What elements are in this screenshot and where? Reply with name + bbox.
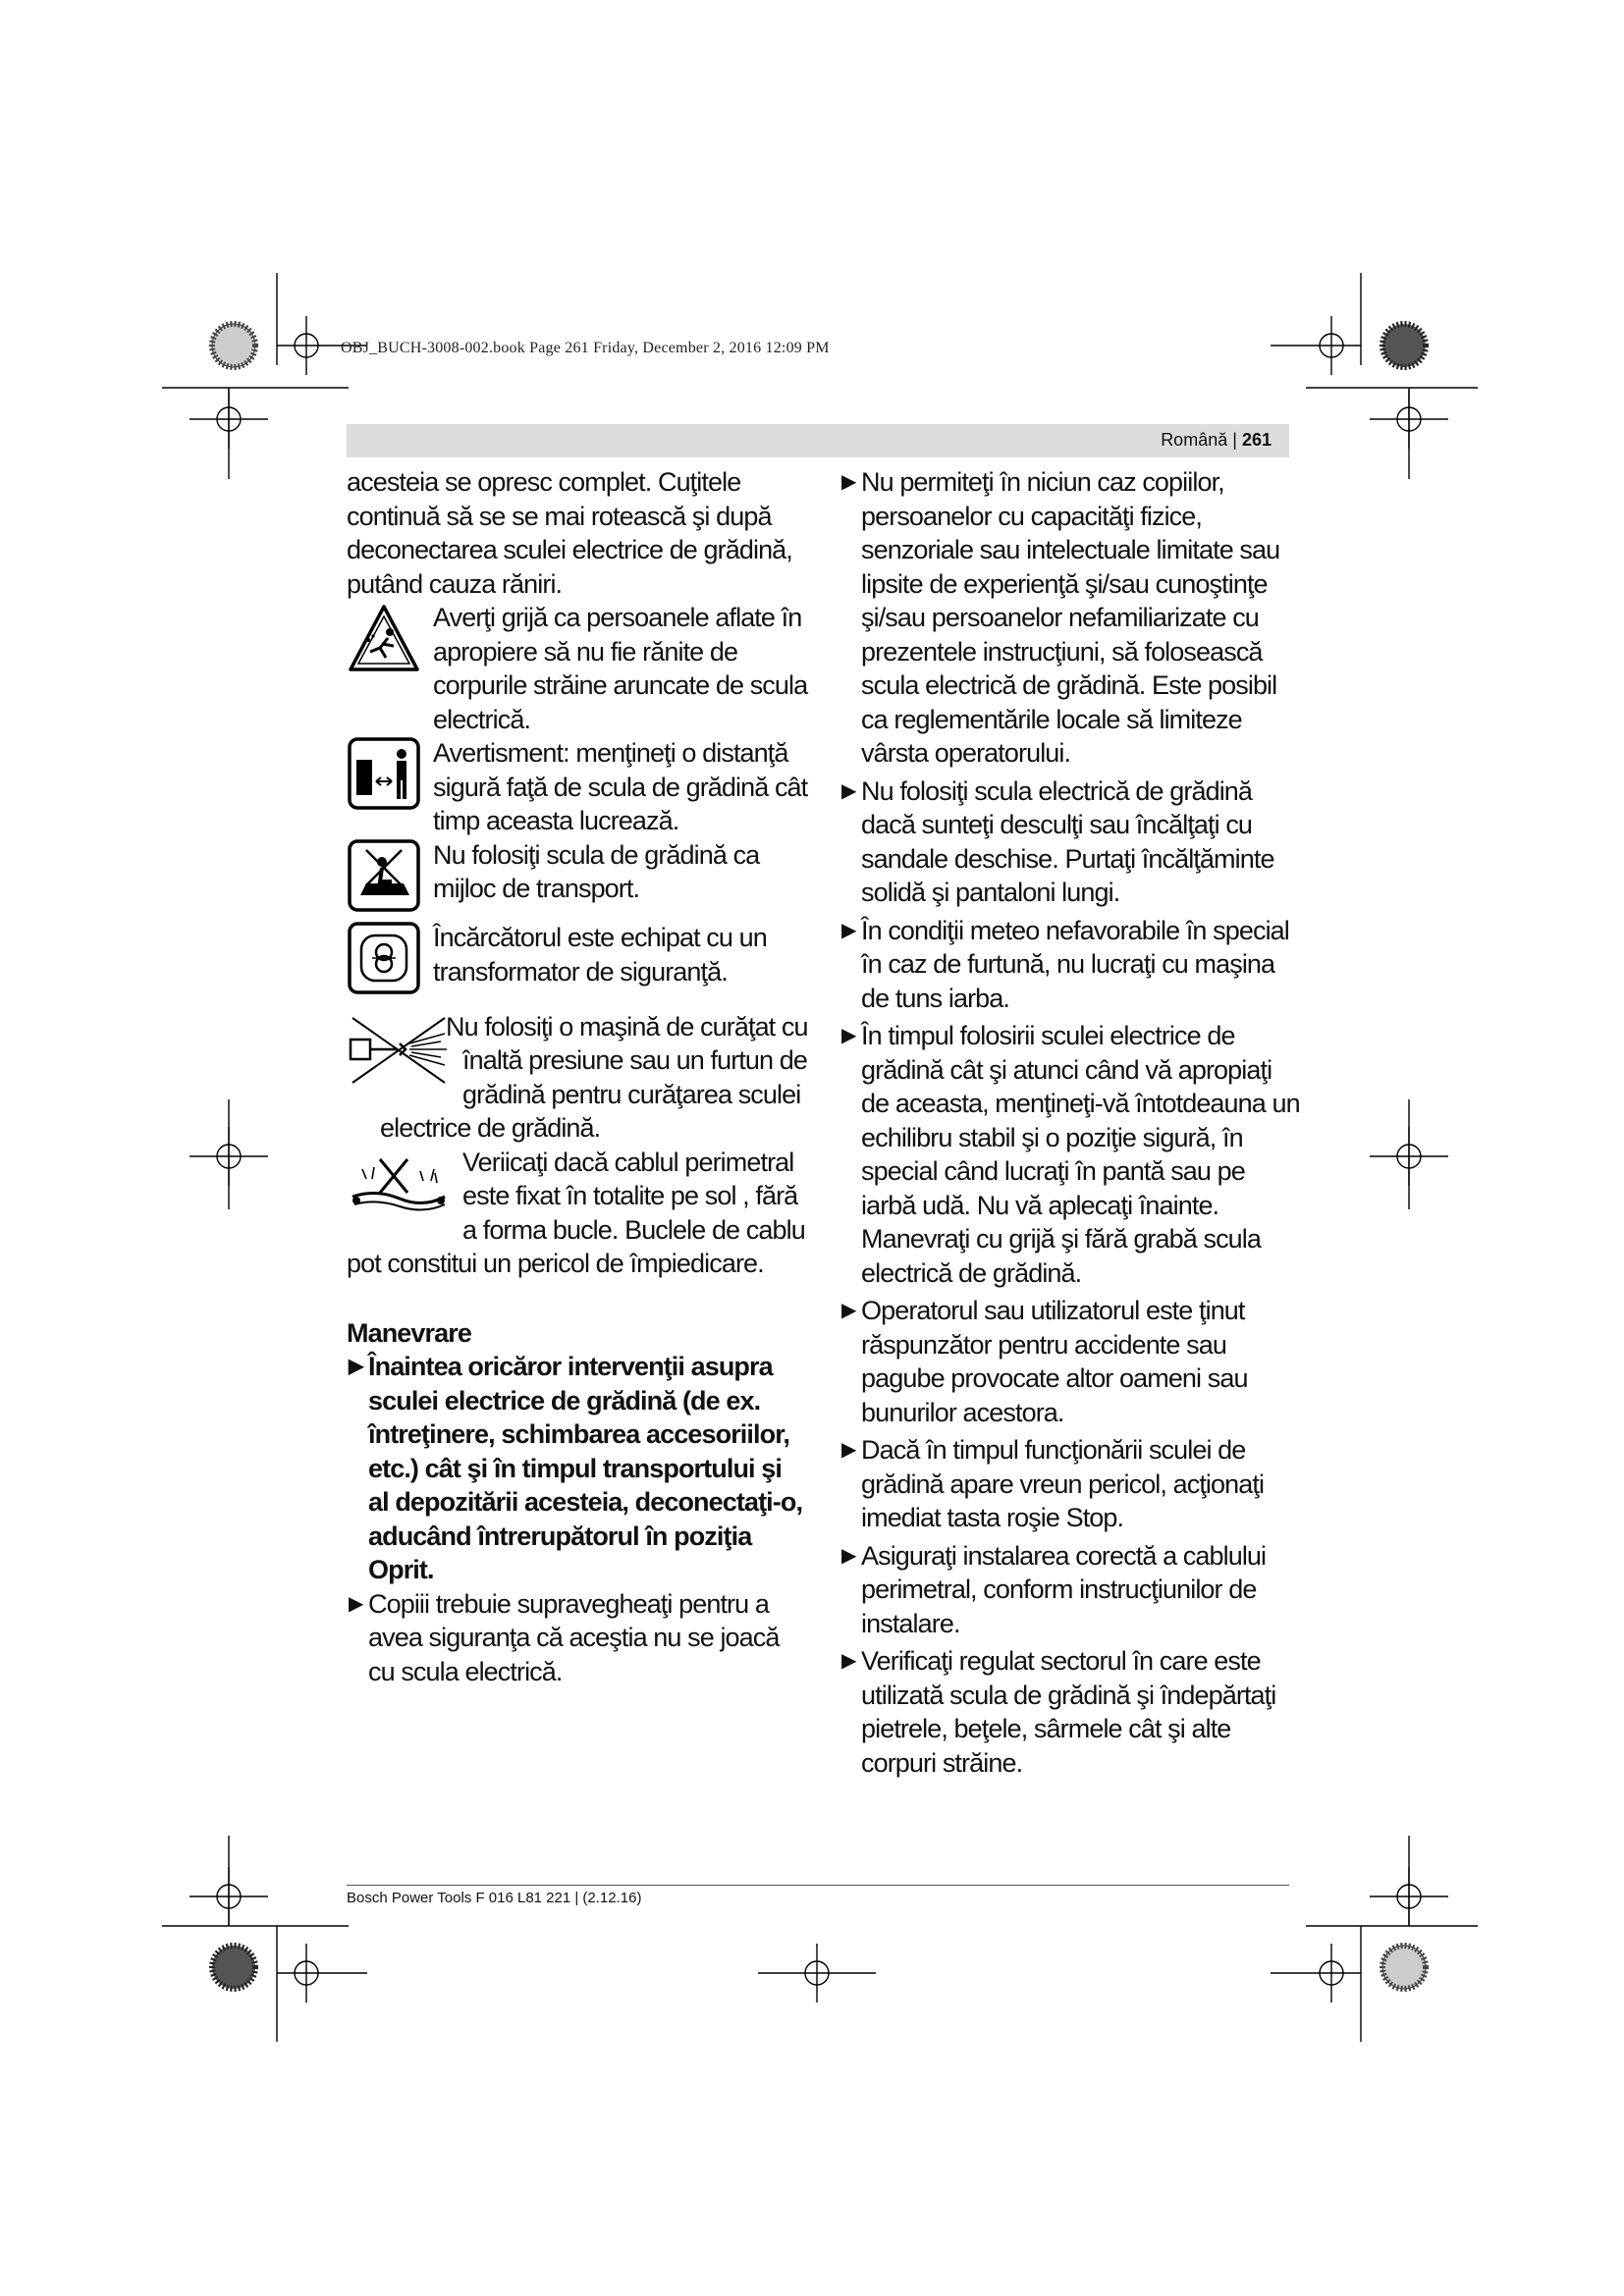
intro-paragraph: acesteia se opresc complet. Cuţitele continuă să se se mai rotească şi după deconectarea sculei electrice de grădină, putând cauza răniri. [347,467,792,599]
bullet-marker-icon: ▶ [349,1592,363,1615]
bullet-text: Dacă în timpul funcţionării sculei de grădină apare vreun pericol, acţionaţi imediat tasta roşie Stop. [861,1435,1265,1532]
bullet-item [839,1433,1301,1535]
bullet-text: Asiguraţi instalarea corectă a cablului perimetral, conform instrucţiunilor de instalare. [861,1540,1267,1638]
no-washer-block [347,1010,808,1146]
no-washer-text: Nu folosiţi o maşină de curăţat cu înaltă presiune sau un furtun de grădină pentru curăţarea sculei electrice de grădină. [380,1011,808,1143]
no-riding-icon [347,838,421,922]
symbol-row-safe-distance [347,736,808,838]
cable-check-block [347,1146,808,1281]
bullet-text: Verificaţi regulat sectorul în care este utilizată scula de grădină şi îndepărtaţi pietrele, beţele, sârmele cât şi alte corpuri străine. [861,1646,1276,1778]
bullet-item [839,1019,1301,1290]
print-info: OBJ_BUCH-3008-002.book Page 261 Friday, December 2, 2016 12:09 PM [341,340,830,356]
bullet-item [347,1350,808,1587]
right-column [839,465,1301,1780]
symbol-text: Nu folosiţi scula de grădină ca mijloc de transport. [433,839,760,903]
bullet-text: Copiii trebuie supravegheaţi pentru a avea siguranţa că aceştia nu se joacă cu scula electrică. [368,1588,780,1686]
symbol-row-safety-transformer [347,921,808,1004]
footer-text: Bosch Power Tools F 016 L81 221 | (2.12.16) [347,1890,642,1906]
bullet-marker-icon: ▶ [841,1300,856,1321]
bullet-item [839,1644,1301,1780]
safe-distance-icon [347,736,421,820]
header-language: Română [1161,430,1228,450]
bullet-item [839,1539,1301,1641]
bullet-marker-icon: ▶ [349,1356,363,1377]
header-separator: | [1232,430,1237,450]
bullet-marker-icon: ▶ [841,1544,856,1567]
section-heading: Manevrare [347,1317,471,1348]
symbol-text: Averţi grijă ca persoanele aflate în apropiere să nu fie rănite de corpurile străine aruncate de scula electrică. [433,603,808,734]
symbol-text: Avertisment: menţineţi o distanţă sigură faţă de scula de grădină cât timp aceasta lucrează. [433,738,808,835]
bullet-text: Înaintea oricăror intervenţii asupra sculei electrice de grădină (de ex. întreţinere, schimbarea accesoriilor, etc.) cât şi în timpul transportului şi al depozitării acesteia, deconectaţi-o, aducând întrerupătorul în poziţia Oprit. [368,1352,803,1584]
bullet-item [839,914,1301,1016]
symbol-row-thrown-objects [347,601,808,736]
bullet-text: Operatorul sau utilizatorul este ţinut răspunzător pentru accidente sau pagube provocate altor oameni sau bunurilor acestora. [861,1296,1248,1427]
bullet-text: În timpul folosirii sculei electrice de grădină cât şi atunci când vă apropiaţi de aceasta, menţineţi-vă întotdeauna un echilibru stabil şi o poziţie sigură, în special când lucraţi în pantă sau pe iarbă udă. Nu vă aplecaţi înainte. Manevraţi cu grijă şi fără grabă scula electrică de grădină. [861,1021,1300,1288]
page-header [347,424,1289,457]
bullet-text: Nu folosiţi scula electrică de grădină dacă sunteţi desculţi sau încălţaţi cu sandale deschise. Purtaţi încălţăminte solidă şi pantaloni lungi. [861,775,1274,907]
bullet-item [839,465,1301,771]
bullet-marker-icon: ▶ [841,779,856,802]
bullet-item [839,1294,1301,1429]
bullet-marker-icon: ▶ [841,1025,856,1046]
page-number: 261 [1241,430,1272,450]
bullet-marker-icon: ▶ [841,919,856,941]
no-pressure-washer-icon [347,1014,451,1095]
header-label [1161,430,1272,451]
bullet-item [839,774,1301,910]
thrown-objects-warning-icon [347,601,421,684]
footer-divider [347,1885,1289,1886]
symbol-row-no-riding [347,838,808,922]
cable-check-text: Veriicaţi dacă cablul perimetral este fixat în totalite pe sol , fără a forma bucle. Buclele de cablu pot constitui un pericol de împiedicare. [347,1147,805,1278]
left-column [347,465,808,1688]
bullet-marker-icon: ▶ [841,1650,856,1672]
symbol-text: Încărcătorul este echipat cu un transformator de siguranţă. [433,923,767,987]
bullet-item [347,1587,808,1689]
bullet-text: Nu permiteţi în niciun caz copiilor, persoanelor cu capacităţi fizice, senzoriale sau intelectuale limitate sau lipsite de experienţă şi/sau cunoştinţe şi/sau persoanelor nefamiliarizate cu prezentele instrucţiuni, să folosească scula electrică de grădină. Este posibil ca reglementările locale să limiteze vârsta operatorului. [861,467,1280,768]
bullet-marker-icon: ▶ [841,1439,856,1461]
safety-transformer-icon [347,921,421,1004]
bullet-text: În condiţii meteo nefavorabile în special în caz de furtună, nu lucraţi cu maşina de tuns iarba. [861,915,1289,1013]
perimeter-cable-icon [347,1149,451,1231]
bullet-marker-icon: ▶ [841,471,856,493]
